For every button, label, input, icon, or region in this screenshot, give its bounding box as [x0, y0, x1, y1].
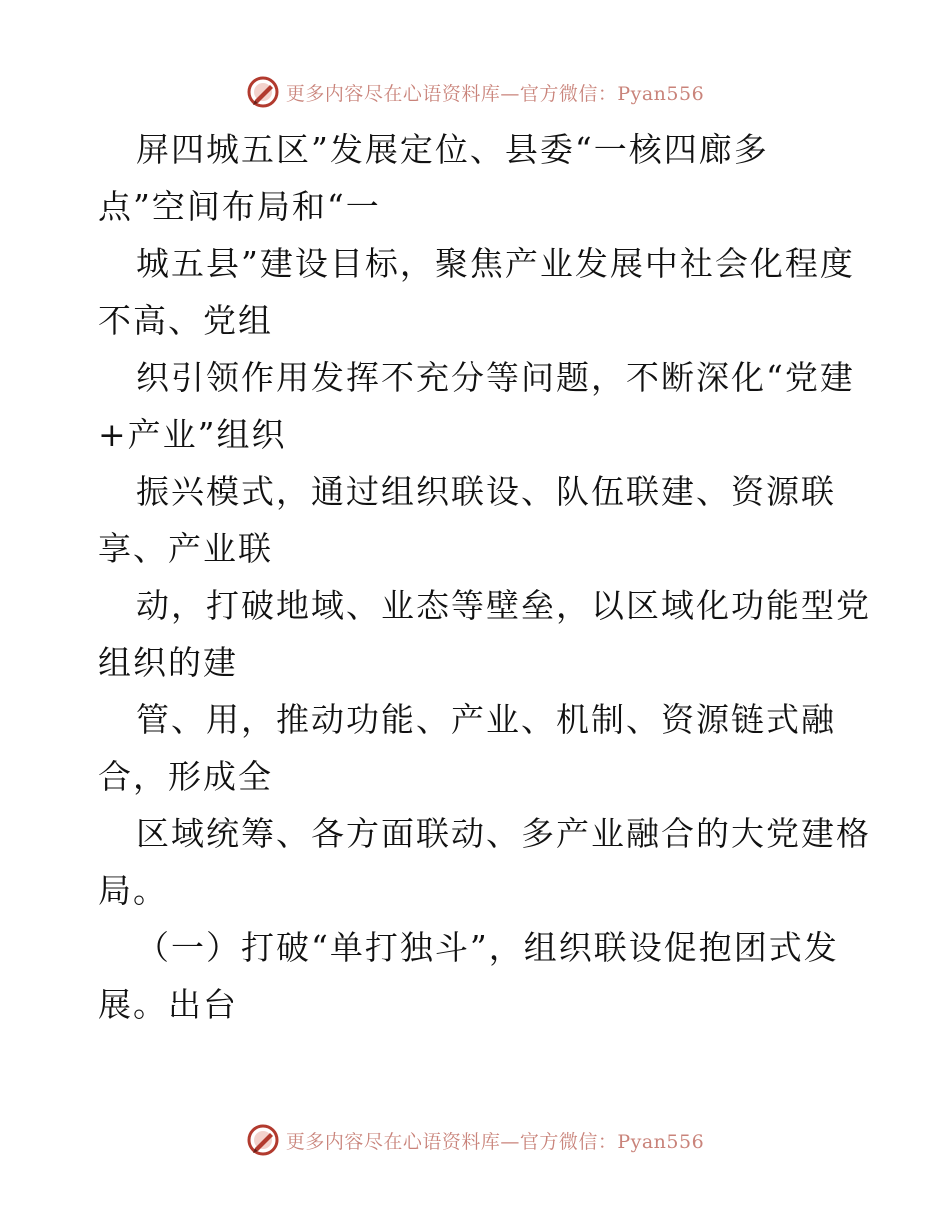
body-line: 享、产业联	[98, 529, 273, 568]
watermark-text: 更多内容尽在心语资料库—官方微信：Pyan556	[285, 1130, 705, 1153]
body-line: 屏四城五区”发展定位、县委“一核四廊多	[136, 130, 769, 169]
pen-seal-icon	[246, 75, 280, 109]
body-line: 展。出台	[98, 985, 238, 1024]
body-line: 点”空间布局和“一	[98, 187, 381, 226]
header-watermark	[0, 72, 950, 112]
pen-seal-icon	[246, 1123, 280, 1157]
watermark-text: 更多内容尽在心语资料库—官方微信：Pyan556	[285, 82, 705, 105]
body-line: 振兴模式，通过组织联设、队伍联建、资源联	[136, 472, 836, 511]
body-line: 城五县”建设目标，聚焦产业发展中社会化程度	[136, 244, 855, 283]
body-line: +产业”组织	[98, 415, 287, 454]
body-line: 组织的建	[98, 643, 238, 682]
body-line: 合，形成全	[98, 757, 273, 796]
body-line: 不高、党组	[98, 301, 273, 340]
body-line: 局。	[98, 871, 168, 910]
body-line: 织引领作用发挥不充分等问题，不断深化“党建	[136, 358, 855, 397]
body-line: 区域统筹、各方面联动、多产业融合的大党建格	[136, 814, 871, 853]
document-body	[98, 121, 871, 1033]
body-line: 管、用，推动功能、产业、机制、资源链式融	[136, 700, 836, 739]
footer-watermark	[0, 1120, 950, 1160]
body-line: 动，打破地域、业态等壁垒，以区域化功能型党	[136, 586, 871, 625]
body-line: （一）打破“单打独斗”，组织联设促抱团式发	[136, 928, 839, 967]
